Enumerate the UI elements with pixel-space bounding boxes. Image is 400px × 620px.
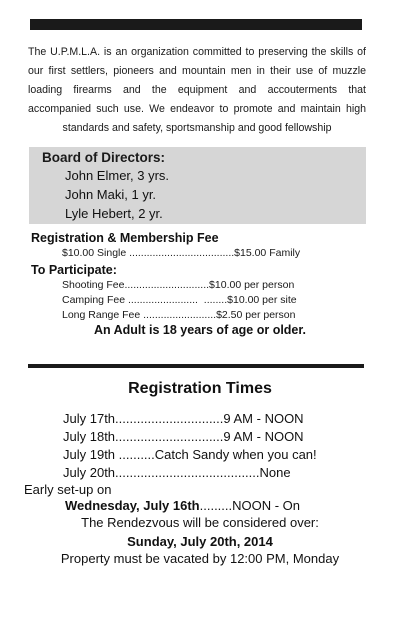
registration-fee-line: $10.00 Single ....................................$15.00 Family [62,247,301,259]
intro-paragraph: The U.P.M.L.A. is an organization committed to preserving the skills of our first settlers, pioneers and mountain men in their use of muzzle loading firearms and the equipment and accouterments that accompanied such use. We endeavor to promote and maintain high standards and safety, sportsmanship and good fellowship [28,46,366,134]
board-of-directors-box [29,147,366,224]
adult-note: An Adult is 18 years of age or older. [93,323,307,337]
registration-time-line: July 19th ..........Catch Sandy when you can! [63,447,317,462]
vacate-note: Property must be vacated by 12:00 PM, Monday [60,551,340,566]
registration-fee-heading: Registration & Membership Fee [31,231,219,245]
rendezvous-over-label: The Rendezvous will be considered over: [81,515,319,530]
participate-fee-line: Long Range Fee .........................$2.50 per person [62,309,296,321]
early-setup-line [65,498,300,513]
participate-fee-line: Shooting Fee.............................$10.00 per person [62,279,295,291]
board-member: Lyle Hebert, 2 yr. [65,206,163,221]
participate-fee-line: Camping Fee ........................ ........$10.00 per site [62,294,297,306]
early-setup-label: Early set-up on [24,482,112,497]
top-divider [30,19,362,30]
board-title: Board of Directors: [42,150,166,165]
registration-time-line: July 17th..............................9 AM - NOON [63,411,304,426]
registration-time-line: July 20th........................................None [63,465,291,480]
board-member: John Elmer, 3 yrs. [65,168,170,183]
early-setup-time: .........NOON - On [199,498,301,513]
middle-divider [28,364,364,368]
registration-time-line: July 18th..............................9 AM - NOON [63,429,304,444]
early-setup-day: Wednesday, July 16th [65,498,200,513]
participate-heading: To Participate: [31,263,117,277]
registration-times-title: Registration Times [128,380,272,397]
board-member: John Maki, 1 yr. [65,187,157,202]
rendezvous-over-date: Sunday, July 20th, 2014 [127,534,273,549]
